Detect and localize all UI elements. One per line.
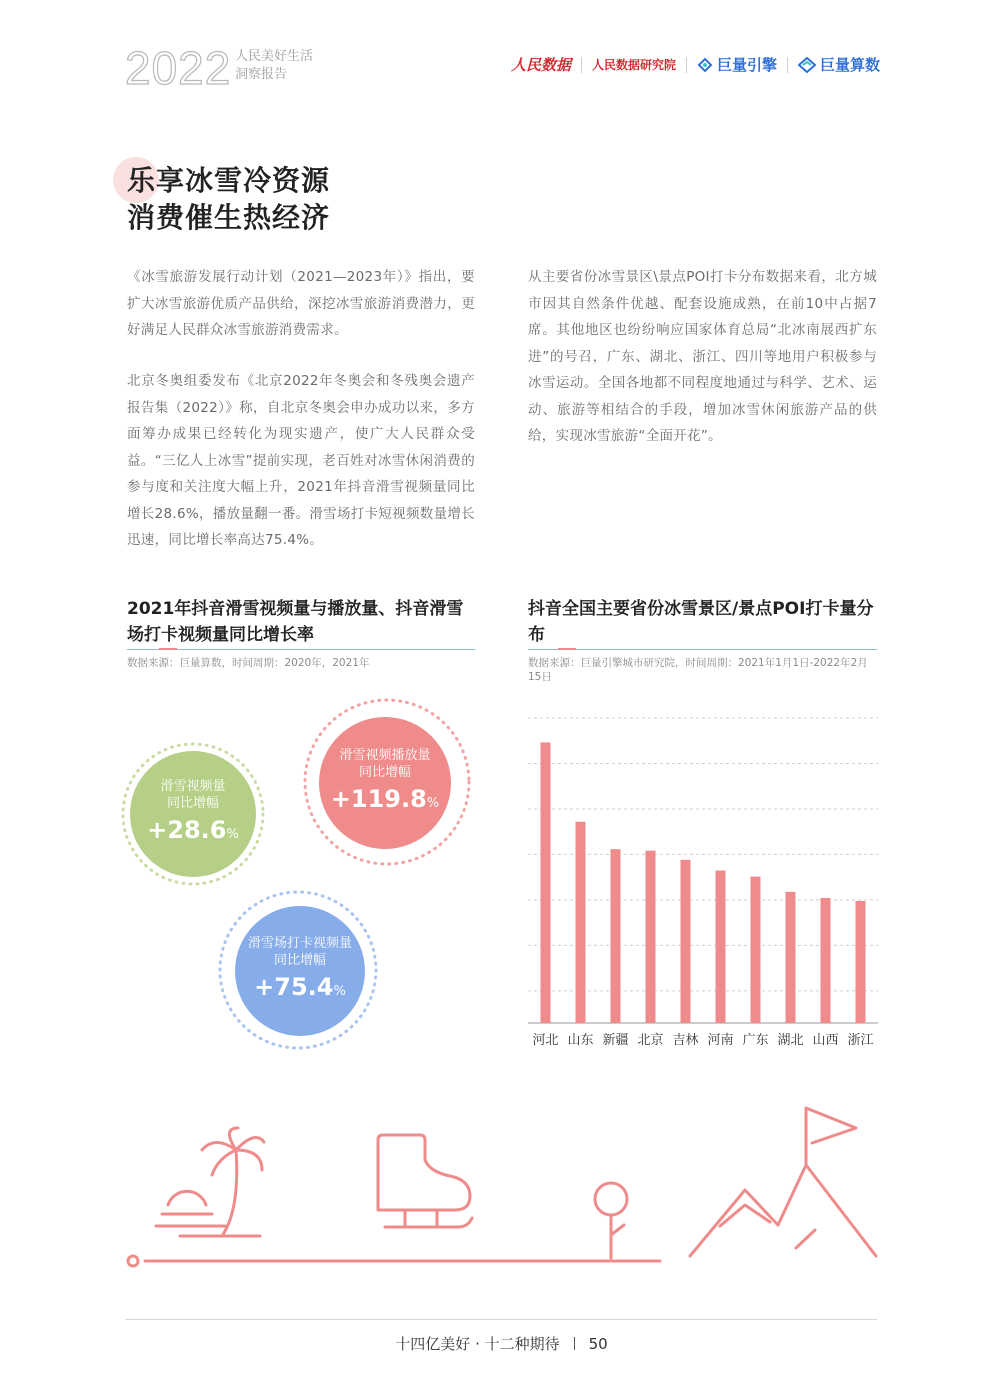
people-data-logo-text: 人民数据: [510, 56, 571, 74]
juliang-suanshu-logo-text: 巨量算数: [819, 56, 880, 74]
paragraph-poi-distribution: 从主要省份冰雪景区\景点POI打卡分布数据来看，北方城市因其自然条件优越、配套设施成熟，在前10中占据7席。其他地区也纷纷响应国家体育总局“北冰南展西扩东进”的号召，广东、湖北、浙江、四川等地用户积极参与冰雪运动。全国各地都不同程度地通过与科学、艺术、运动、旅游等相结合的手段，增加冰雪休闲旅游产品的供给，实现冰雪旅游“全面开花”。: [528, 269, 877, 444]
chart-x-label: 新疆: [602, 1033, 629, 1048]
ice-skate-icon: [378, 1135, 472, 1227]
bubble-play-count-label1: 滑雪视频播放量: [339, 747, 431, 763]
page-footer: [0, 1333, 1003, 1354]
chart-x-label: 山东: [567, 1033, 594, 1048]
people-research-logo-text: 人民数据研究院: [591, 58, 676, 72]
chart-x-label: 北京: [637, 1033, 664, 1048]
bubble-play-count-number: +119.8: [330, 784, 427, 813]
tree-icon: [595, 1183, 627, 1258]
right-chart-source: 数据来源：巨量引擎城市研究院，时间周期：2021年1月1日-2022年2月15日: [528, 657, 868, 683]
chart-x-label: 河南: [707, 1033, 734, 1048]
bubble-video-count-unit: %: [226, 826, 239, 842]
mountain-flag-icon: [690, 1108, 876, 1256]
bubble-video-count-number: +28.6: [147, 815, 227, 844]
chart-x-label: 山西: [812, 1033, 839, 1048]
left-chart-title: 2021年抖音滑雪视频量与播放量、抖音滑雪场打卡视频量同比增长率: [127, 599, 464, 645]
sun-icon: [156, 1191, 225, 1226]
chart-x-label: 浙江: [847, 1033, 874, 1048]
section-title-line2: 消费催生热经济: [127, 201, 331, 234]
baseline-start-dot: [128, 1256, 138, 1266]
page-number: 50: [588, 1335, 608, 1353]
bubble-play-count-label2: 同比增幅: [358, 764, 411, 780]
bubble-checkin-label2: 同比增幅: [273, 952, 326, 968]
footer-divider: [125, 1319, 877, 1320]
chart-x-label: 湖北: [777, 1033, 804, 1048]
bubble-play-count-unit: %: [426, 795, 440, 811]
footer-text: 十四亿美好 · 十二种期待: [395, 1335, 560, 1353]
chart-x-label: 吉林: [672, 1033, 699, 1048]
bubble-checkin-number: +75.4: [254, 972, 334, 1001]
left-chart-source: 数据来源：巨量算数，时间周期：2020年，2021年: [127, 657, 370, 669]
palm-tree-icon: [180, 1128, 264, 1236]
report-title-line2: 洞察报告: [235, 67, 288, 82]
report-title-line1: 人民美好生活: [235, 49, 314, 64]
chart-x-label: 河北: [532, 1033, 559, 1048]
chart-x-label: 广东: [742, 1033, 769, 1048]
paragraph-action-plan: 《冰雪旅游发展行动计划（2021—2023年）》指出，要扩大冰雪旅游优质产品供给，深挖冰雪旅游消费潜力，更好满足人民群众冰雪旅游消费需求。: [127, 269, 475, 338]
juliang-engine-logo-text: 巨量引擎: [716, 56, 777, 74]
report-year: 2022: [125, 42, 232, 94]
bubble-checkin-unit: %: [333, 983, 346, 999]
section-title-line1: 乐享冰雪冷资源: [127, 164, 331, 197]
footer-separator: [574, 1337, 575, 1350]
bubble-checkin-label1: 滑雪场打卡视频量: [247, 935, 352, 951]
right-chart-title: 抖音全国主要省份冰雪景区/景点POI打卡量分布: [528, 599, 874, 645]
bubble-video-count-label2: 同比增幅: [166, 795, 219, 811]
bubble-video-count-label1: 滑雪视频量: [160, 778, 226, 794]
paragraph-olympic-legacy: 北京冬奥组委发布《北京2022年冬奥会和冬残奥会遗产报告集（2022）》称，自北京冬奥会申办成功以来，多方面筹办成果已经转化为现实遗产，使广大人民群众受益。“三亿人上冰雪”提前实现，老百姓对冰雪休闲消费的参与度和关注度大幅上升，2021年抖音滑雪视频量同比增长28.6%，播放量翻一番。滑雪场打卡短视频数量增长迅速，同比增长率高达75.4%。: [127, 373, 475, 548]
